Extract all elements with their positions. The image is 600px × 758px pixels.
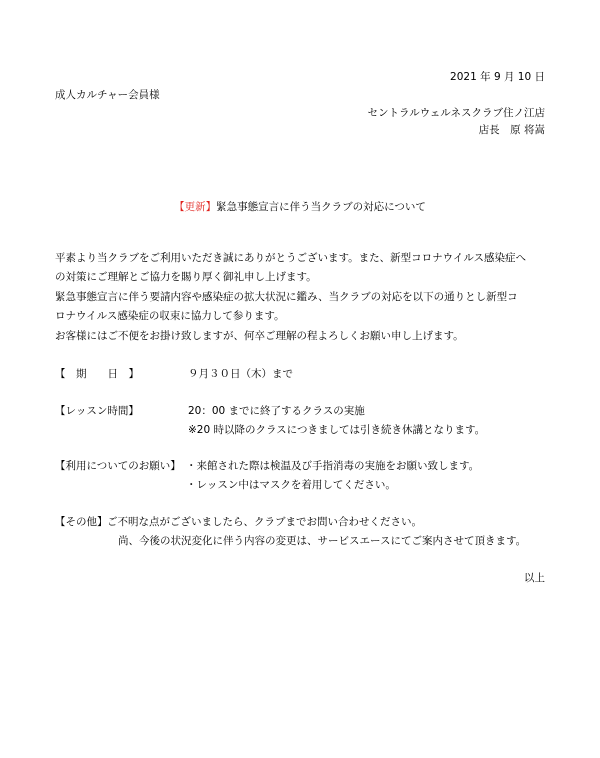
document-title bbox=[174, 200, 426, 214]
usage-value-2: ・レッスン中はマスクを着用してください。 bbox=[186, 479, 396, 491]
usage-value-1: ・来館された際は検温及び手指消毒の実施をお願い致します。 bbox=[186, 460, 480, 472]
other-label: 【その他】 bbox=[55, 516, 108, 528]
sender-organization: セントラルウェルネスクラブ住ノ江店 bbox=[367, 107, 545, 119]
sender-name: 店長 原 将嵩 bbox=[478, 124, 545, 136]
other-value-2: 尚、今後の状況変化に伴う内容の変更は、サービスエースにてご案内させて頂きます。 bbox=[118, 535, 527, 547]
closing: 以上 bbox=[524, 572, 545, 584]
addressee: 成人カルチャー会員様 bbox=[55, 89, 160, 101]
body-line: 緊急事態宣言に伴う要請内容や感染症の拡大状況に鑑み、当クラブの対応を以下の通りとし新型コ bbox=[55, 291, 518, 303]
lesson-note: ※20 時以降のクラスにつきましては引き続き休講となります。 bbox=[188, 424, 486, 436]
body-line: ロナウイルス感染症の収束に協力して参ります。 bbox=[55, 310, 285, 322]
update-tag: 【更新】 bbox=[174, 201, 217, 213]
period-label: 【 期 日 】 bbox=[55, 368, 139, 380]
body-line: お客様にはご不便をお掛け致しますが、何卒ご理解の程よろしくお願い申し上げます。 bbox=[55, 330, 464, 342]
other-value-1: ご不明な点がございましたら、クラブまでお問い合わせください。 bbox=[107, 516, 422, 528]
period-value: ９月３０日（木）まで bbox=[188, 368, 293, 380]
document-date: 2021 年 9 月 10 日 bbox=[450, 71, 545, 83]
lesson-value: 20：00 までに終了するクラスの実施 bbox=[188, 405, 365, 417]
usage-label: 【利用についてのお願い】 bbox=[55, 460, 181, 472]
body-line: の対策にご理解とご協力を賜り厚く御礼申し上げます。 bbox=[55, 271, 317, 283]
title-text: 緊急事態宣言に伴う当クラブの対応について bbox=[216, 201, 426, 213]
lesson-label: 【レッスン時間】 bbox=[55, 405, 139, 417]
body-line: 平素より当クラブをご利用いただき誠にありがとうございます。また、新型コロナウイルス感染症へ bbox=[55, 252, 527, 264]
